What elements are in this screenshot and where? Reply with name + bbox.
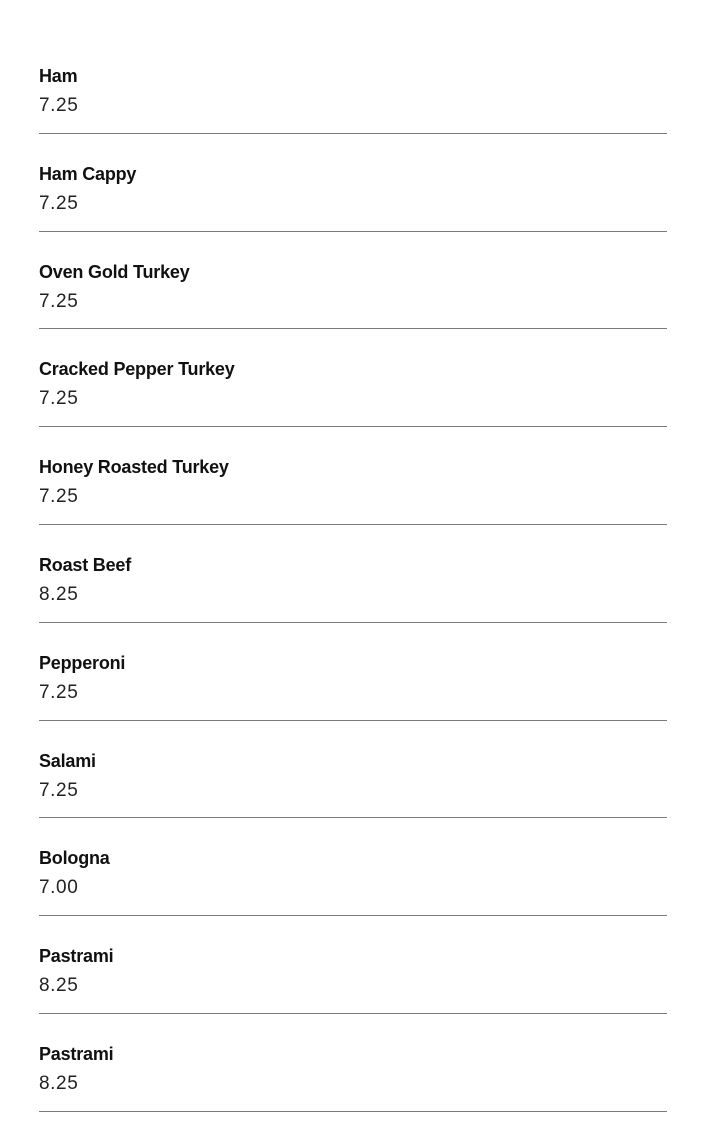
item-name: Pastrami (39, 946, 114, 967)
item-price: 8.25 (39, 583, 79, 605)
item-price: 7.25 (39, 388, 79, 410)
item-price: 7.25 (39, 192, 79, 214)
menu-item (39, 232, 667, 330)
menu-item (39, 1014, 667, 1112)
item-price: 8.25 (39, 975, 79, 997)
item-name: Roast Beef (39, 554, 132, 575)
item-price: 7.25 (39, 779, 79, 801)
item-name: Salami (39, 750, 96, 771)
menu-item (39, 818, 667, 916)
item-name: Cracked Pepper Turkey (39, 359, 235, 380)
item-name: Pastrami (39, 1043, 114, 1064)
item-price: 7.00 (39, 877, 79, 899)
menu-item (39, 721, 667, 819)
menu-item (39, 36, 667, 134)
item-price: 8.25 (39, 1072, 79, 1094)
item-price: 7.25 (39, 681, 79, 703)
menu-item (39, 623, 667, 721)
item-name: Oven Gold Turkey (39, 261, 190, 282)
item-name: Ham (39, 66, 78, 86)
item-price: 7.25 (39, 290, 79, 312)
item-name: Bologna (39, 848, 110, 869)
menu-item (39, 525, 667, 623)
item-price: 7.25 (39, 95, 79, 116)
item-name: Honey Roasted Turkey (39, 457, 229, 478)
menu-item (39, 329, 667, 427)
item-name: Pepperoni (39, 652, 126, 673)
menu-item (39, 134, 667, 232)
menu-item-list (39, 36, 667, 1112)
item-name: Ham Cappy (39, 163, 137, 184)
item-price: 7.25 (39, 486, 79, 508)
menu-item (39, 427, 667, 525)
menu-item (39, 916, 667, 1014)
